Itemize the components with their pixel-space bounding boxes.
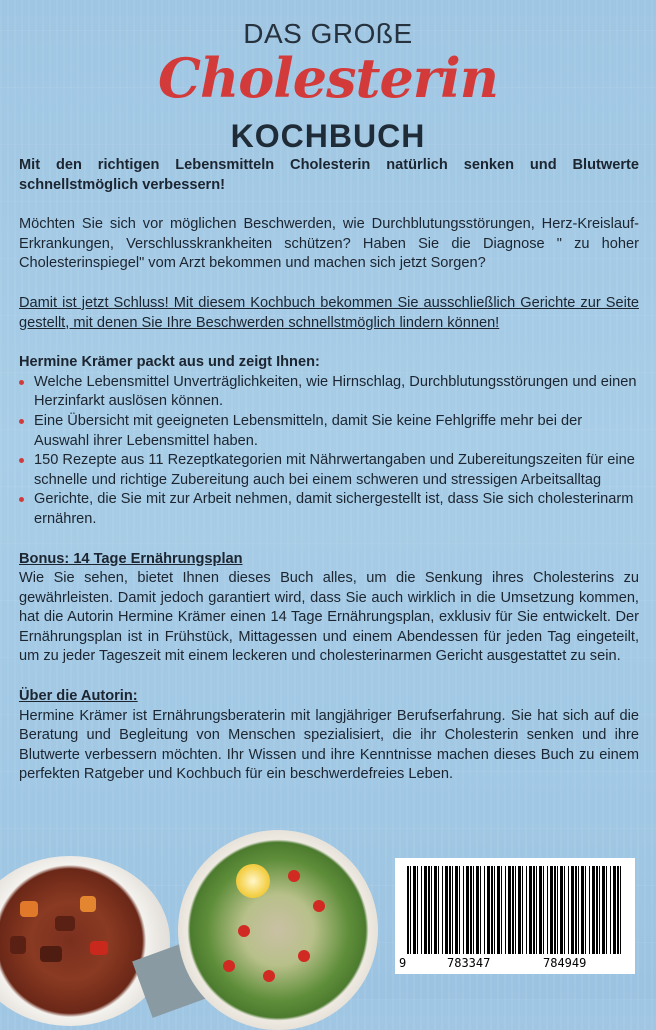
bonus-heading: Bonus: 14 Tage Ernährungsplan bbox=[19, 550, 243, 567]
highlight-text: Damit ist jetzt Schluss! Mit diesem Kochbuch bekommen Sie ausschließlich Gerichte zur Seite gestellt, mit denen Sie Ihre Beschwerden schnellstmöglich lindern können! bbox=[19, 294, 639, 331]
salad-bowl-image bbox=[178, 830, 378, 1030]
bullet-icon bbox=[19, 497, 24, 502]
list-item bbox=[19, 373, 639, 412]
barcode-digits bbox=[395, 954, 635, 972]
lead-text: Mit den richtigen Lebensmitteln Cholesterin natürlich senken und Blutwerte schnellstmöglich verbessern! bbox=[19, 157, 639, 193]
intro-text: Möchten Sie sich vor möglichen Beschwerden, wie Durchblutungsstörungen, Herz-Kreislauf-Erkrankungen, Verschlusskrankheiten schützen? Haben Sie die Diagnose " zu hoher Cholesterinspiegel" vom Arzt bekommen und machen sich jetzt Sorgen? bbox=[19, 216, 639, 272]
barcode-digit-first: 9 bbox=[399, 956, 407, 970]
barcode-digits-right: 784949 bbox=[543, 956, 587, 970]
bullet-icon bbox=[19, 380, 24, 385]
barcode-digits-left: 783347 bbox=[447, 956, 491, 970]
list-item bbox=[19, 490, 639, 529]
list-item-text: Welche Lebensmittel Unverträglichkeiten, wie Hirnschlag, Durchblutungsstörungen und einen Herzinfarkt auslösen können. bbox=[34, 373, 637, 410]
title-top: DAS GROßE bbox=[243, 18, 413, 49]
bullet-icon bbox=[19, 458, 24, 463]
bonus-text: Wie Sie sehen, bietet Ihnen dieses Buch alles, um die Senkung ihres Cholesterins zu gewährleisten. Damit jedoch garantiert wird, dass Sie auch wirklich in die Umsetzung kommen, hat die Autorin Hermine Krämer einen 14 Tage Ernährungsplan, exklusiv für Sie entwickelt. Der Ernährungsplan ist in Frühstück, Mittagessen und einem Abendessen für jeden Tag eingeteilt, um zu jeder Tageszeit mit einem leckeren und cholesterinarmen Gericht ausgestattet zu sein. bbox=[19, 570, 639, 665]
barcode-bars bbox=[407, 866, 623, 954]
features-heading: Hermine Krämer packt aus und zeigt Ihnen: bbox=[19, 354, 320, 371]
title-bottom: KOCHBUCH bbox=[230, 118, 426, 154]
title-script: Cholesterin bbox=[157, 46, 499, 110]
features-list bbox=[19, 373, 639, 530]
bullet-icon bbox=[19, 419, 24, 424]
list-item bbox=[19, 451, 639, 490]
stew-pot-image bbox=[0, 856, 170, 1026]
author-heading: Über die Autorin: bbox=[19, 688, 138, 705]
isbn-barcode bbox=[395, 858, 635, 974]
author-text: Hermine Krämer ist Ernährungsberaterin mit langjähriger Berufserfahrung. Sie hat sich auf die Beratung und Begleitung von Menschen spezialisiert, die ihr Cholesterin senken und ihre Blutwerte verbessern möchten. Ihr Wissen und ihre Kenntnisse machen dieses Buch zu einem perfekten Ratgeber und Kochbuch für ein beschwerdefreies Leben. bbox=[19, 707, 639, 783]
list-item-text: Gerichte, die Sie mit zur Arbeit nehmen, damit sichergestellt ist, dass Sie sich cholesterinarm ernähren. bbox=[34, 491, 634, 527]
list-item bbox=[19, 412, 639, 451]
food-photos bbox=[0, 826, 380, 1000]
list-item-text: 150 Rezepte aus 11 Rezeptkategorien mit Nährwertangaben und Zubereitungszeiten für eine schnelle und richtige Zubereitung auch bei einem schweren und stressigen Arbeitsalltag bbox=[34, 452, 635, 488]
back-cover-text bbox=[19, 156, 639, 785]
list-item-text: Eine Übersicht mit geeigneten Lebensmitteln, damit Sie keine Fehlgriffe mehr bei der Auswahl ihrer Lebensmittel haben. bbox=[34, 412, 583, 449]
